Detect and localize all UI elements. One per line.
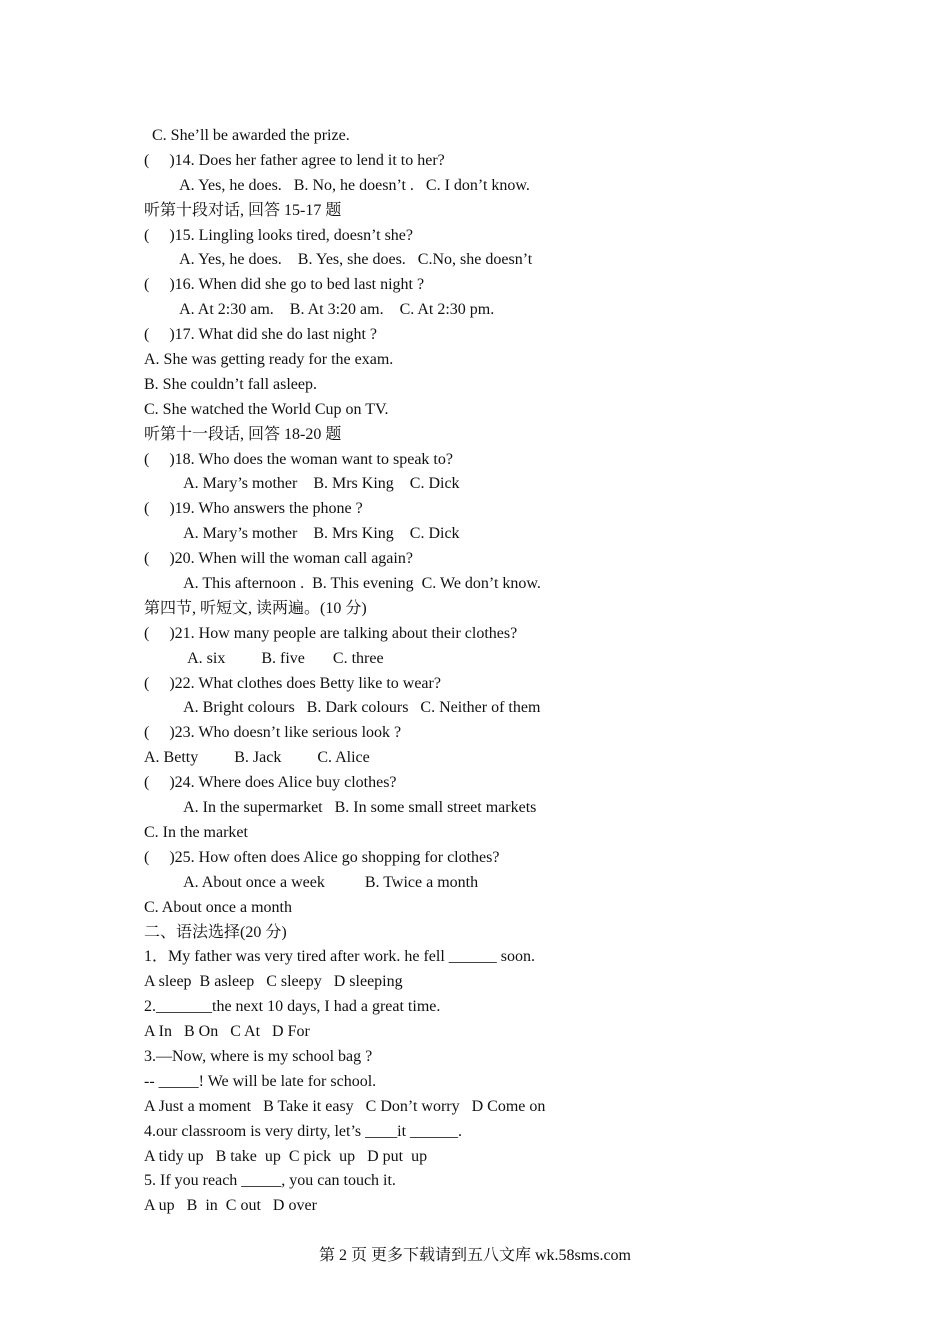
section-heading-part-4: 第四节, 听短文, 读两遍。(10 分) — [144, 599, 367, 617]
question-17: ( )17. What did she do last night ? — [144, 326, 377, 344]
question-24: ( )24. Where does Alice buy clothes? — [144, 774, 397, 792]
text-line: C. She’ll be awarded the prize. — [144, 127, 350, 144]
question-21: ( )21. How many people are talking about their clothes? — [144, 624, 518, 642]
question-24-options: A. In the supermarket B. In some small street markets — [144, 799, 537, 817]
grammar-question-2-options: A In B On C At D For — [144, 1023, 310, 1041]
question-23: ( )23. Who doesn’t like serious look ? — [144, 724, 402, 742]
question-19: ( )19. Who answers the phone ? — [144, 500, 363, 518]
grammar-question-3-reply: -- _____! We will be late for school. — [144, 1072, 377, 1090]
question-18: ( )18. Who does the woman want to speak to? — [144, 450, 453, 468]
question-24-option-c: C. In the market — [144, 823, 248, 841]
question-22-options: A. Bright colours B. Dark colours C. Neither of them — [144, 699, 541, 717]
question-16: ( )16. When did she go to bed last night ? — [144, 276, 425, 294]
question-15: ( )15. Lingling looks tired, doesn’t she? — [144, 226, 413, 244]
question-19-options: A. Mary’s mother B. Mrs King C. Dick — [144, 525, 460, 543]
grammar-question-5: 5. If you reach _____, you can touch it. — [144, 1172, 396, 1190]
question-17-option-a: A. She was getting ready for the exam. — [144, 351, 394, 369]
question-18-options: A. Mary’s mother B. Mrs King C. Dick — [144, 475, 460, 493]
grammar-question-5-options: A up B in C out D over — [144, 1197, 317, 1215]
grammar-question-1-options: A sleep B asleep C sleepy D sleeping — [144, 973, 403, 991]
question-17-option-b: B. She couldn’t fall asleep. — [144, 375, 317, 393]
page-footer: 第 2 页 更多下载请到五八文库 wk.58sms.com — [318, 1247, 631, 1264]
grammar-question-3: 3.—Now, where is my school bag ? — [144, 1047, 373, 1065]
question-25-option-c: C. About once a month — [144, 898, 292, 916]
grammar-question-4-options: A tidy up B take up C pick up D put up — [144, 1147, 428, 1165]
question-17-option-c: C. She watched the World Cup on TV. — [144, 400, 389, 418]
question-22: ( )22. What clothes does Betty like to wear? — [144, 674, 441, 692]
question-25: ( )25. How often does Alice go shopping for clothes? — [144, 848, 500, 866]
grammar-question-3-options: A Just a moment B Take it easy C Don’t worry D Come on — [144, 1097, 546, 1115]
grammar-question-1: 1．My father was very tired after work. he fell ______ soon. — [144, 948, 536, 966]
grammar-question-4: 4.our classroom is very dirty, let’s ____it ______. — [144, 1122, 463, 1140]
question-16-options: A. At 2:30 am. B. At 3:20 am. C. At 2:30 pm. — [144, 301, 495, 319]
section-heading-dialogue-10: 听第十段对话, 回答 15-17 题 — [144, 201, 342, 219]
question-25-options: A. About once a week B. Twice a month — [144, 873, 479, 891]
grammar-question-2: 2._______the next 10 days, I had a great time. — [144, 998, 441, 1016]
question-23-options: A. Betty B. Jack C. Alice — [144, 749, 370, 767]
section-heading-grammar: 二、语法选择(20 分) — [144, 923, 287, 941]
question-20-options: A. This afternoon . B. This evening C. We don’t know. — [144, 575, 541, 593]
question-15-options: A. Yes, he does. B. Yes, she does. C.No, she doesn’t — [144, 251, 533, 269]
question-14-options: A. Yes, he does. B. No, he doesn’t . C. I don’t know. — [144, 176, 530, 194]
question-14: ( )14. Does her father agree to lend it to her? — [144, 151, 445, 169]
section-heading-dialogue-11: 听第十一段话, 回答 18-20 题 — [144, 425, 342, 443]
document-body — [144, 124, 844, 1219]
question-20: ( )20. When will the woman call again? — [144, 550, 413, 568]
question-21-options: A. six B. five C. three — [144, 649, 384, 667]
